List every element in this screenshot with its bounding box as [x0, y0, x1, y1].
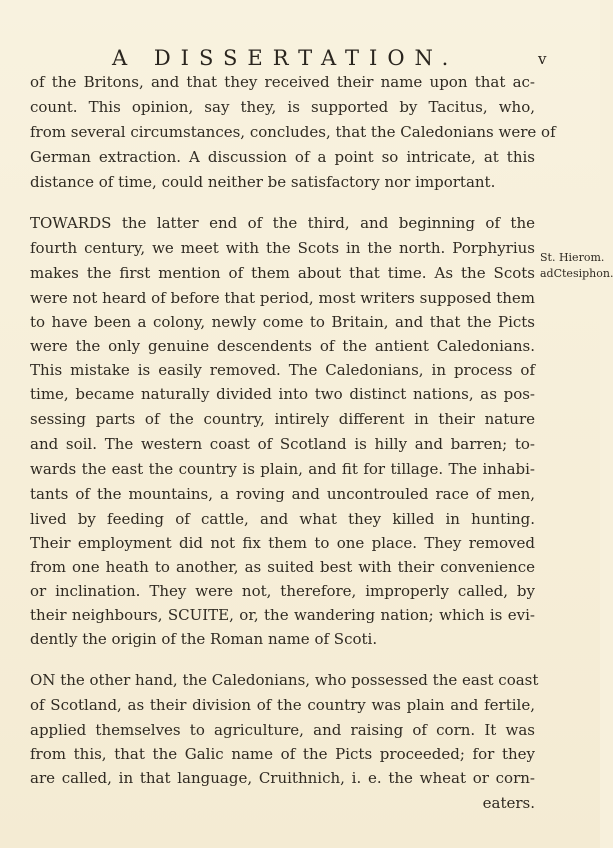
text-line: of the Britons, and that they received their name upon that ac- — [30, 73, 535, 91]
text-line: tants of the mountains, a roving and uncontrouled race of men, — [30, 485, 535, 503]
text-line: from several circumstances, concludes, that the Caledonians were of — [30, 123, 556, 141]
text-line: makes the first mention of them about that time. As the Scots — [30, 264, 535, 282]
text-line: were not heard of before that period, most writers supposed them — [30, 289, 535, 307]
text-line: are called, in that language, Cruithnich, i. e. the wheat or corn- — [30, 769, 535, 787]
text-line: lived by feeding of cattle, and what they killed in hunting. — [30, 510, 535, 528]
text-line: ON the other hand, the Caledonians, who possessed the east coast — [30, 671, 539, 689]
text-line: count. This opinion, say they, is supported by Tacitus, who, — [30, 98, 535, 116]
running-head — [0, 43, 600, 73]
margin-note: St. Hierom. — [540, 251, 605, 264]
text-line: German extraction. A discussion of a point so intricate, at this — [30, 148, 535, 166]
text-line: of Scotland, as their division of the country was plain and fertile, — [30, 696, 535, 714]
text-line: fourth century, we meet with the Scots in the north. Porphyrius — [30, 239, 535, 257]
text-line: Their employment did not fix them to one place. They removed — [30, 534, 535, 552]
text-line: wards the east the country is plain, and fit for tillage. The inhabi- — [30, 460, 535, 478]
text-line: time, became naturally divided into two distinct nations, as pos- — [30, 385, 535, 403]
text-line: or inclination. They were not, therefore, improperly called, by — [30, 582, 535, 600]
text-line: eaters. — [482, 794, 535, 812]
text-line: TOWARDS the latter end of the third, and beginning of the — [30, 214, 535, 232]
margin-note: adCtesiphon. — [540, 267, 613, 280]
text-line: This mistake is easily removed. The Caledonians, in process of — [30, 361, 535, 379]
text-line: distance of time, could neither be satisfactory nor important. — [30, 173, 496, 191]
text-line: from this, that the Galic name of the Picts proceeded; for they — [30, 745, 535, 763]
text-line: from one heath to another, as suited best with their convenience — [30, 558, 535, 576]
text-line: dently the origin of the Roman name of Scoti. — [30, 630, 378, 648]
text-line: and soil. The western coast of Scotland is hilly and barren; to- — [30, 435, 535, 453]
text-line: their neighbours, SCUITE, or, the wandering nation; which is evi- — [30, 606, 535, 624]
text-line: sessing parts of the country, intirely different in their nature — [30, 410, 535, 428]
running-head-title: A DISSERTATION. — [112, 46, 459, 70]
text-line: to have been a colony, newly come to Britain, and that the Picts — [30, 313, 535, 331]
text-line: applied themselves to agriculture, and raising of corn. It was — [30, 721, 535, 739]
page-number: v — [538, 50, 547, 68]
text-line: were the only genuine descendents of the antient Caledonians. — [30, 337, 535, 355]
